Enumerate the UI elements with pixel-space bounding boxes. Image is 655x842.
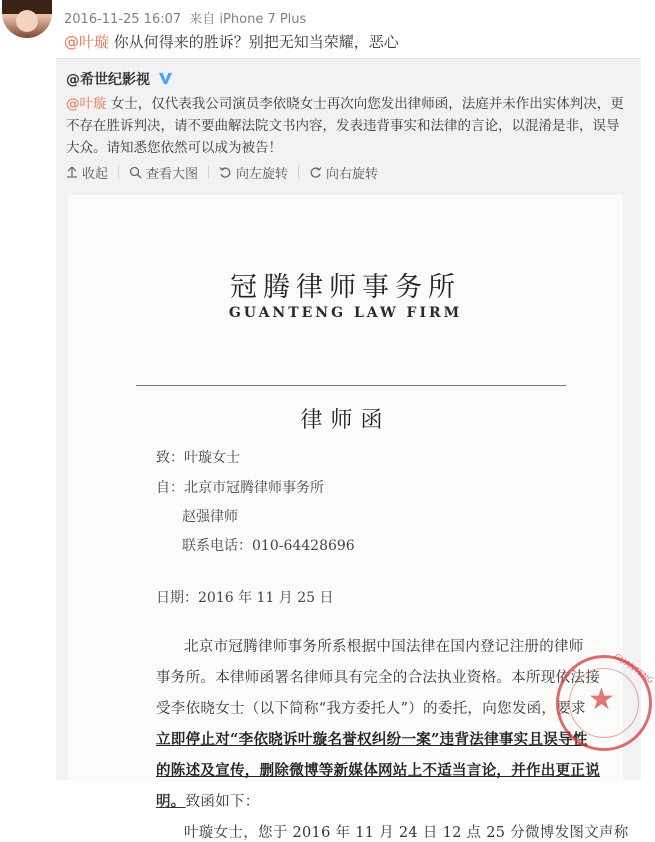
verified-v-icon xyxy=(158,71,173,86)
post-comment xyxy=(64,31,399,52)
post-source: 来自 iPhone 7 Plus xyxy=(189,12,307,27)
letter-from: 自：北京市冠腾律师事务所 xyxy=(156,480,324,496)
rotate-left-icon xyxy=(219,166,232,179)
stamp-lettering: GUANTENG xyxy=(612,651,655,686)
letter-paragraph-line: 受李依晓女士（以下简称“我方委托人”）的委托，向您发函，要求 xyxy=(156,701,586,717)
post-meta xyxy=(64,8,306,27)
avatar-face xyxy=(16,10,38,32)
stamp-star-icon: ★ xyxy=(588,682,615,717)
toolbar-divider xyxy=(298,166,299,178)
collapse-label: 收起 xyxy=(82,166,109,182)
firm-name-en: GUANTENG LAW FIRM xyxy=(228,305,463,321)
collapse-button[interactable] xyxy=(66,163,108,182)
header-rule xyxy=(136,385,566,386)
letter-date: 日期：2016 年 11 月 25 日 xyxy=(156,590,334,606)
rotate-left-label: 向左旋转 xyxy=(236,166,289,182)
search-icon xyxy=(129,166,142,179)
letter-title: 律师函 xyxy=(300,408,391,433)
reposted-weibo xyxy=(56,58,655,841)
letter-to: 致：叶璇女士 xyxy=(156,450,240,466)
user-avatar[interactable] xyxy=(2,0,52,38)
toolbar-divider xyxy=(208,166,209,178)
letter-bold-line: 的陈述及宣传，删除微博等新媒体网站上不适当言论，并作出更正说 xyxy=(156,762,600,779)
repost-text xyxy=(66,93,632,159)
letter-closing: 致函如下： xyxy=(185,794,260,810)
red-seal-stamp xyxy=(556,651,655,751)
letter-lawyer: 赵强律师 xyxy=(182,509,238,525)
rotate-right-button[interactable] xyxy=(309,163,378,182)
repost-mention-link[interactable]: @叶璇 xyxy=(66,96,107,112)
letter-last-line: 叶璇女士，您于 2016 年 11 月 24 日 12 点 25 分微博发图文声称 xyxy=(184,825,629,841)
mention-link[interactable]: @叶璇 xyxy=(64,33,110,51)
rotate-right-label: 向右旋转 xyxy=(326,166,379,182)
repost-author[interactable] xyxy=(66,69,173,89)
lawyer-letter-image[interactable] xyxy=(68,195,655,841)
view-large-button[interactable] xyxy=(129,163,198,182)
post-timestamp[interactable]: 2016-11-25 16:07 xyxy=(64,12,182,27)
comment-text: 你从何得来的胜诉？别把无知当荣耀，恶心 xyxy=(109,33,399,51)
firm-name-cn: 冠腾律师事务所 xyxy=(230,272,461,303)
letter-paragraph-line: 北京市冠腾律师事务所系根据中国法律在国内登记注册的律师 xyxy=(184,639,584,655)
view-large-label: 查看大图 xyxy=(146,166,199,182)
letter-closing-bold: 明。 xyxy=(156,793,186,810)
image-toolbar xyxy=(66,162,378,182)
repost-body: 女士，仅代表我公司演员李依晓女士再次向您发出律师函，法庭并未作出实体判决，更不存在胜诉判决，请不要曲解法院文书内容，发表违背事实和法律的言论，以混淆是非，误导大众。请知悉您依然可以成为被告！ xyxy=(66,96,624,156)
repost-author-name[interactable]: @希世纪影视 xyxy=(66,72,150,88)
letter-bold-line: 立即停止对“李依晓诉叶璇名誉权纠纷一案”违背法律事实且误导性 xyxy=(156,731,588,748)
letter-closing-line xyxy=(156,790,260,811)
rotate-left-button[interactable] xyxy=(219,163,288,182)
letter-phone: 联系电话：010-64428696 xyxy=(182,538,355,554)
collapse-icon xyxy=(66,166,78,178)
toolbar-divider xyxy=(118,166,119,178)
rotate-right-icon xyxy=(309,166,322,179)
letter-paragraph-line: 事务所。本律师函署名律师具有完全的合法执业资格。本所现依法接 xyxy=(156,670,600,686)
